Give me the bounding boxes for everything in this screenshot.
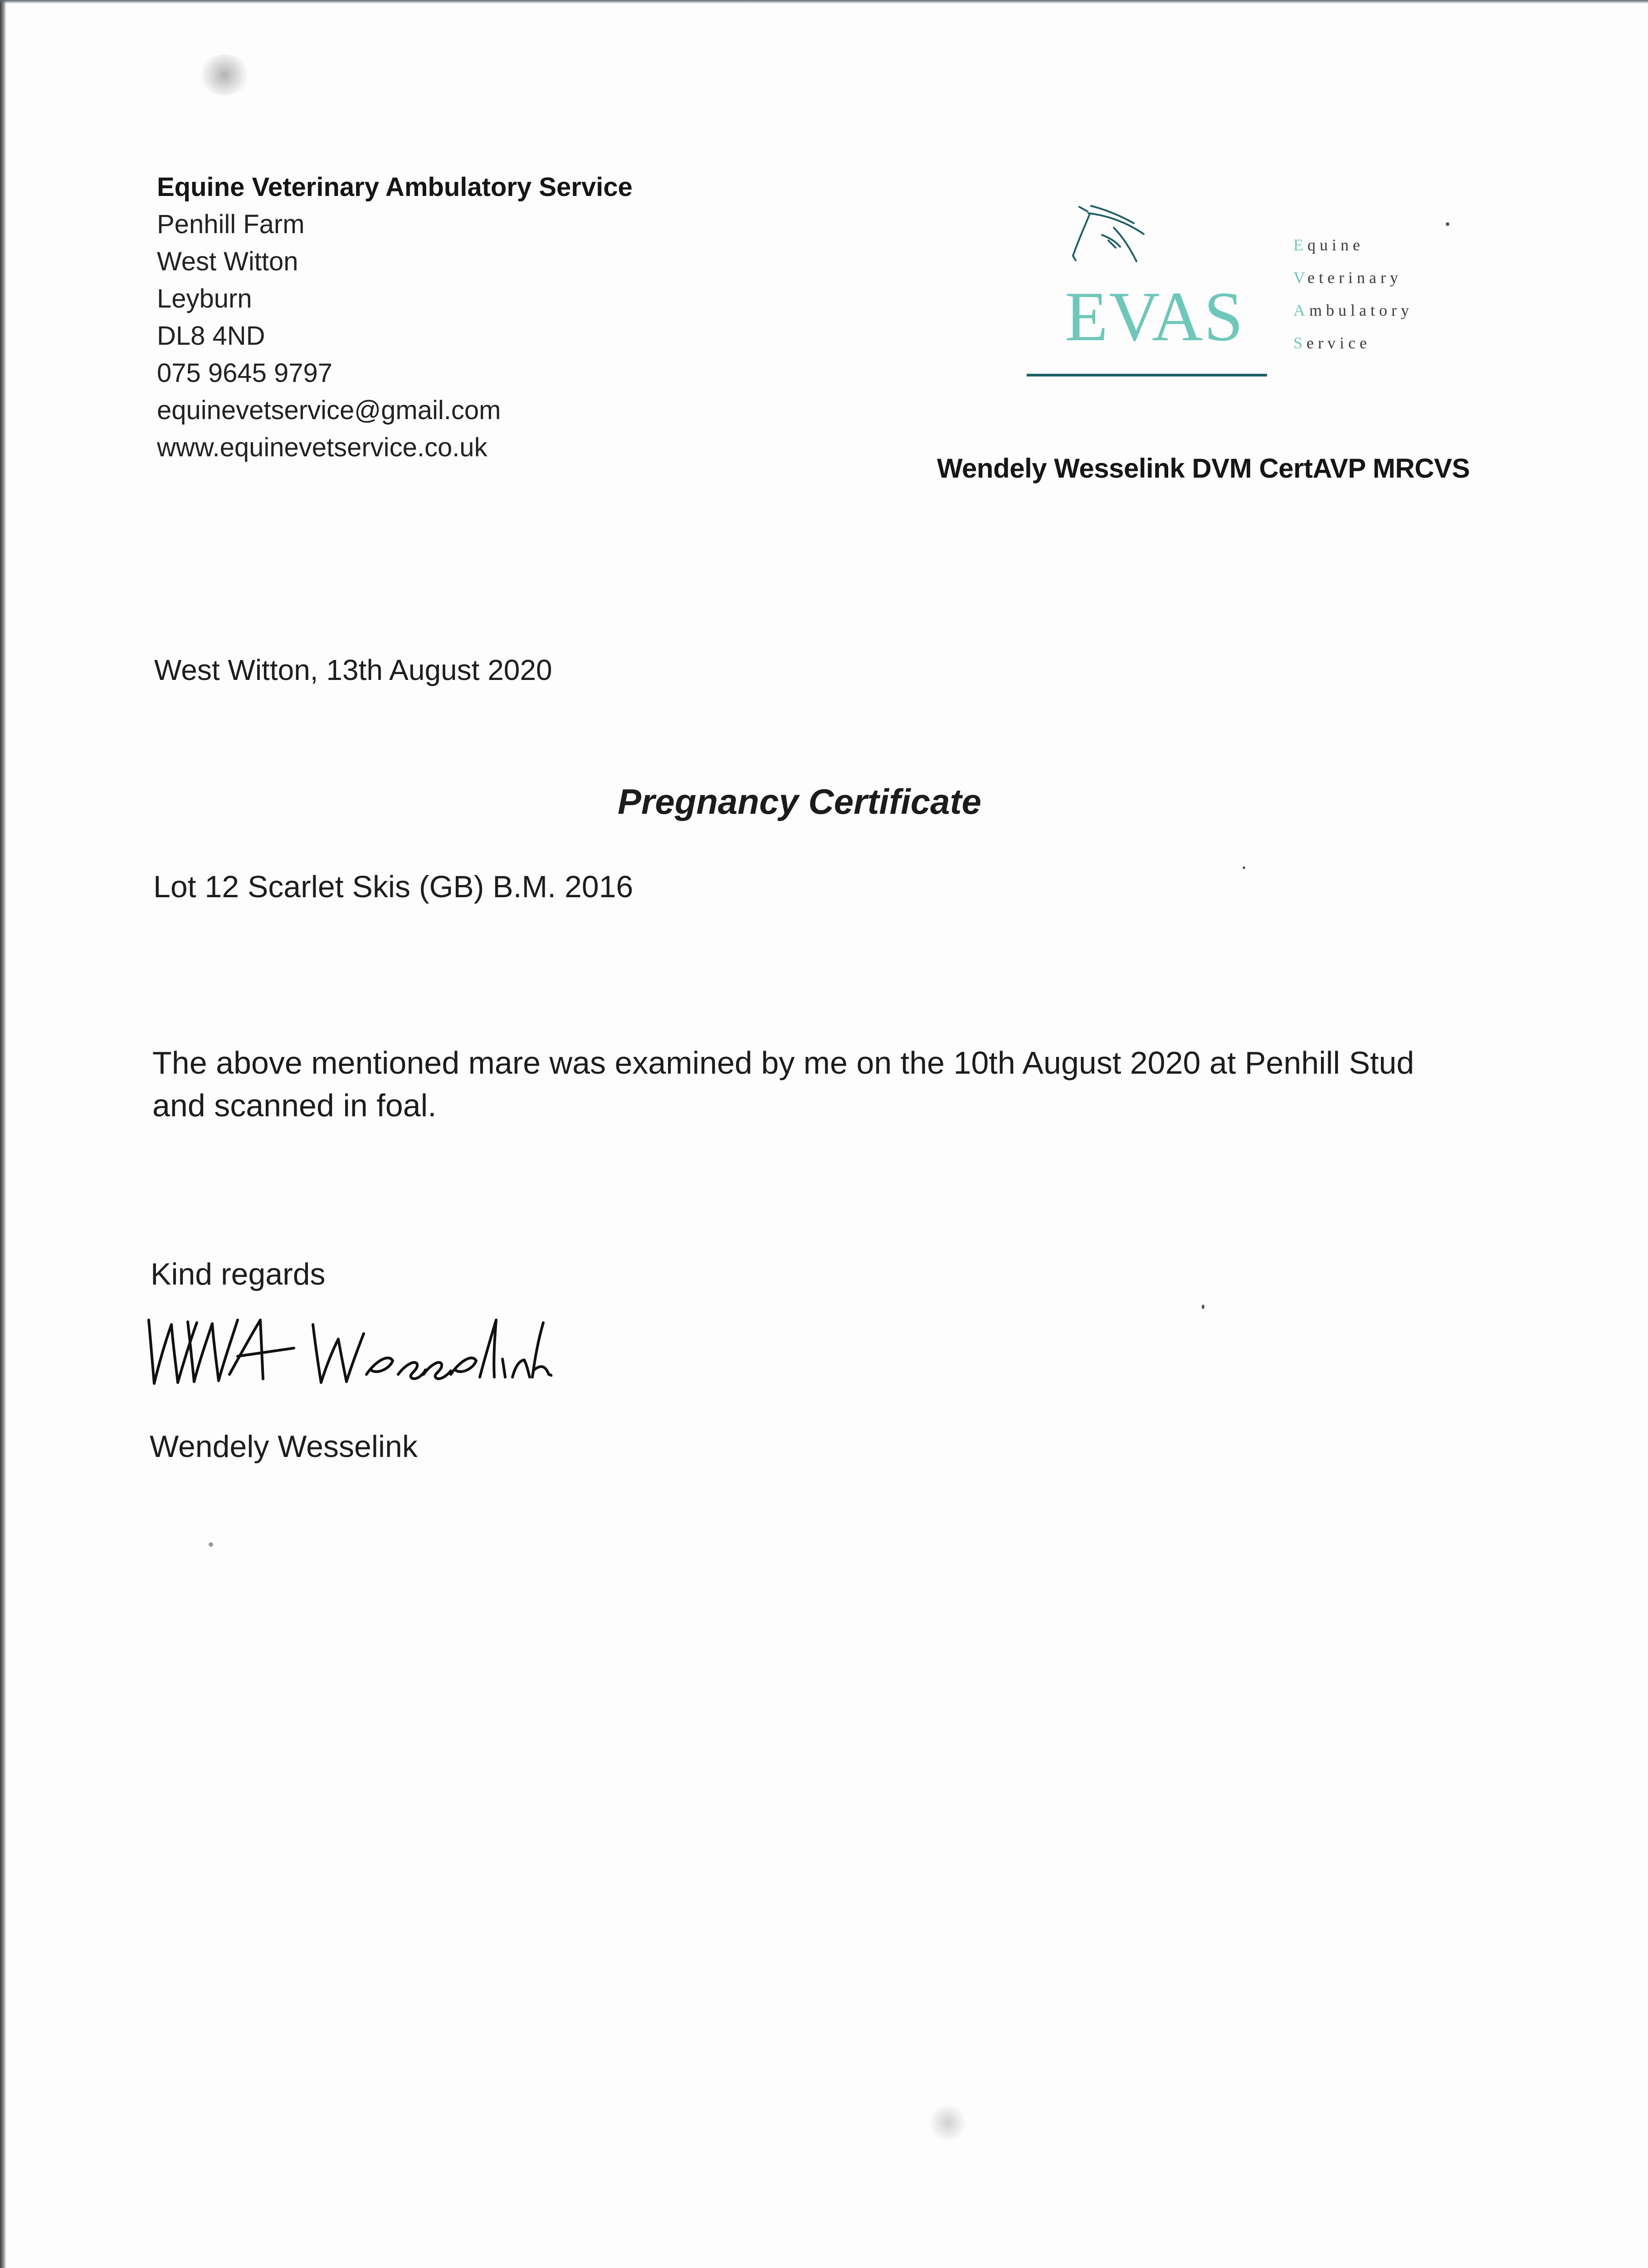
address-line: DL8 4ND bbox=[157, 321, 265, 351]
logo-acronym: EVAS bbox=[1065, 277, 1244, 356]
logo-word: Service bbox=[1293, 334, 1371, 352]
logo-word: Equine bbox=[1293, 236, 1364, 254]
address-line: Penhill Farm bbox=[157, 210, 305, 239]
logo-word: Veterinary bbox=[1293, 269, 1402, 287]
lot-line: Lot 12 Scarlet Skis (GB) B.M. 2016 bbox=[153, 870, 634, 904]
address-line: West Witton bbox=[157, 247, 298, 276]
scan-smudge bbox=[930, 2105, 966, 2141]
scan-speck bbox=[209, 1542, 213, 1547]
logo-underline bbox=[1027, 374, 1267, 376]
place-date: West Witton, 13th August 2020 bbox=[154, 654, 552, 686]
scan-smudge bbox=[200, 54, 249, 95]
sender-phone: 075 9645 9797 bbox=[157, 358, 333, 388]
certificate-title: Pregnancy Certificate bbox=[618, 782, 981, 821]
handwritten-signature bbox=[144, 1306, 552, 1397]
sender-email: equinevetservice@gmail.com bbox=[157, 396, 501, 425]
logo-wordmark bbox=[1293, 229, 1413, 359]
sender-organisation: Equine Veterinary Ambulatory Service bbox=[157, 172, 633, 202]
address-line: Leyburn bbox=[157, 284, 252, 313]
scan-edge bbox=[0, 0, 6, 2268]
signer-name: Wendely Wesselink bbox=[150, 1429, 418, 1464]
scan-speck bbox=[1202, 1305, 1204, 1309]
logo-word: Ambulatory bbox=[1293, 301, 1413, 319]
vet-name-qualifications: Wendely Wesselink DVM CertAVP MRCVS bbox=[937, 453, 1470, 484]
sender-website: www.equinevetservice.co.uk bbox=[157, 433, 488, 462]
scan-speck bbox=[1243, 866, 1245, 869]
scan-edge-top bbox=[0, 0, 1648, 4]
evas-logo bbox=[1025, 200, 1451, 390]
sender-address-block bbox=[157, 169, 633, 466]
closing: Kind regards bbox=[151, 1257, 326, 1291]
certificate-body bbox=[152, 1041, 1468, 1127]
body-line: The above mentioned mare was examined by me on the 10th August 2020 at Penhill Stud bbox=[152, 1045, 1414, 1080]
body-line: and scanned in foal. bbox=[152, 1088, 437, 1123]
